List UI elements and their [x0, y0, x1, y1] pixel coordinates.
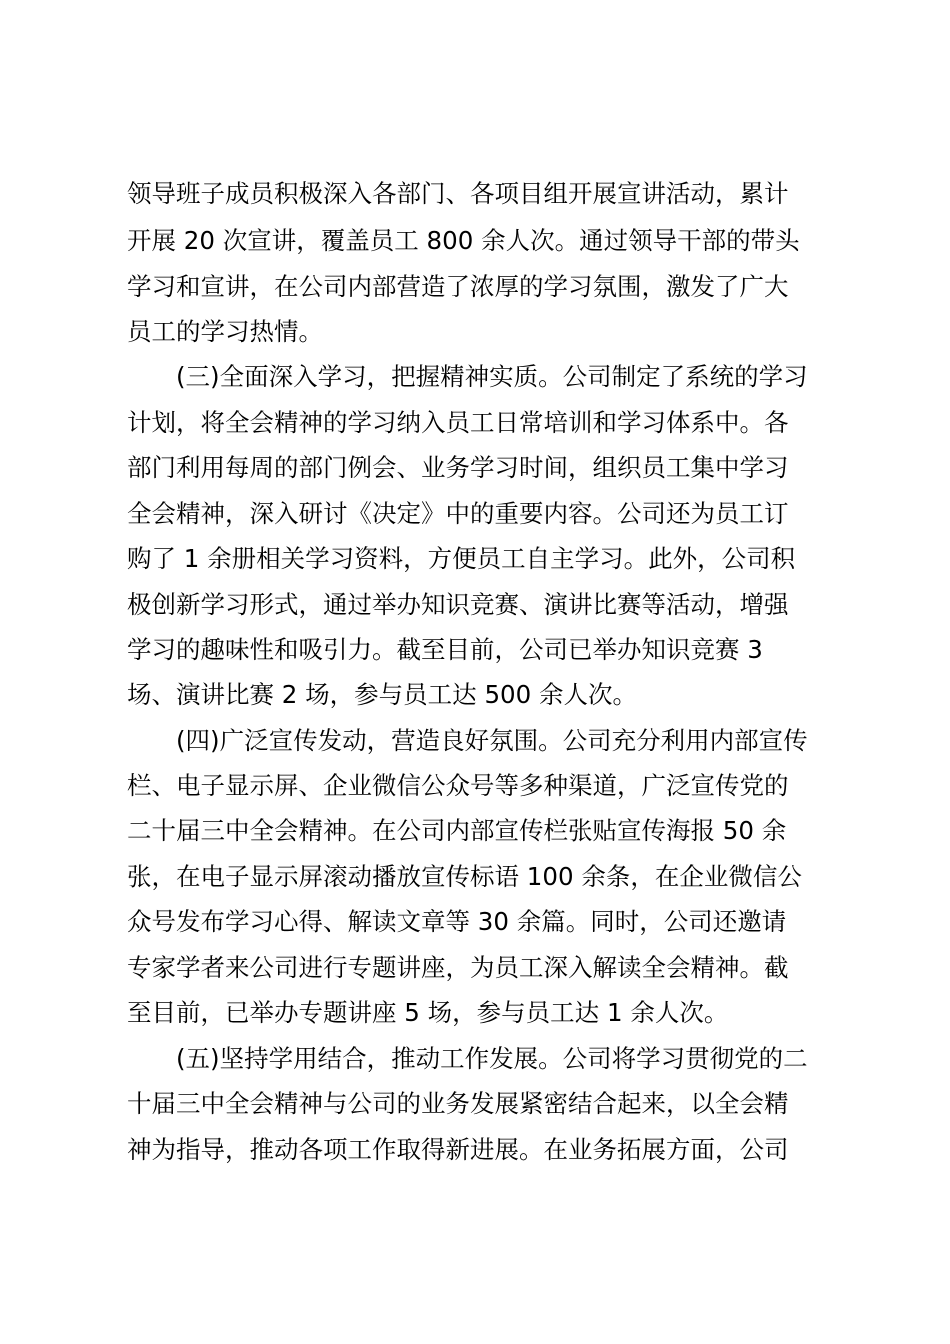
paragraph-line: 十届三中全会精神与公司的业务发展紧密结合起来，以全会精: [127, 1089, 789, 1118]
paragraph-line: 张，在电子显示屏滚动播放宣传标语 100 余条，在企业微信公: [127, 862, 802, 891]
paragraph-line: 计划，将全会精神的学习纳入员工日常培训和学习体系中。各: [127, 408, 789, 437]
paragraph-line: 部门利用每周的部门例会、业务学习时间，组织员工集中学习: [127, 453, 789, 482]
paragraph-line: 开展 20 次宣讲，覆盖员工 800 余人次。通过领导干部的带头: [127, 226, 800, 255]
paragraph-line: 购了 1 余册相关学习资料，方便员工自主学习。此外，公司积: [127, 544, 796, 573]
paragraph-line: 二十届三中全会精神。在公司内部宣传栏张贴宣传海报 50 余: [127, 816, 787, 845]
paragraph-line: 专家学者来公司进行专题讲座，为员工深入解读全会精神。截: [127, 953, 789, 982]
section-heading-line: (五)坚持学用结合，推动工作发展。公司将学习贯彻党的二: [176, 1044, 808, 1073]
section-heading-line: (三)全面深入学习，把握精神实质。公司制定了系统的学习: [176, 362, 808, 391]
paragraph-line: 领导班子成员积极深入各部门、各项目组开展宣讲活动，累计: [127, 179, 789, 208]
paragraph-line: 学习和宣讲，在公司内部营造了浓厚的学习氛围，激发了广大: [127, 272, 789, 301]
paragraph-line: 场、演讲比赛 2 场，参与员工达 500 余人次。: [127, 680, 638, 709]
paragraph-line: 学习的趣味性和吸引力。截至目前，公司已举办知识竞赛 3: [127, 635, 763, 664]
paragraph-line: 神为指导，推动各项工作取得新进展。在业务拓展方面，公司: [127, 1135, 789, 1164]
paragraph-line: 至目前，已举办专题讲座 5 场，参与员工达 1 余人次。: [127, 998, 729, 1027]
section-heading-line: (四)广泛宣传发动，营造良好氛围。公司充分利用内部宣传: [176, 726, 808, 755]
paragraph-line: 极创新学习形式，通过举办知识竞赛、演讲比赛等活动，增强: [127, 590, 789, 619]
paragraph-line: 众号发布学习心得、解读文章等 30 余篇。同时，公司还邀请: [127, 907, 787, 936]
paragraph-line: 栏、电子显示屏、企业微信公众号等多种渠道，广泛宣传党的: [127, 771, 789, 800]
paragraph-line: 全会精神，深入研讨《决定》中的重要内容。公司还为员工订: [127, 499, 789, 528]
paragraph-line: 员工的学习热情。: [127, 317, 323, 346]
